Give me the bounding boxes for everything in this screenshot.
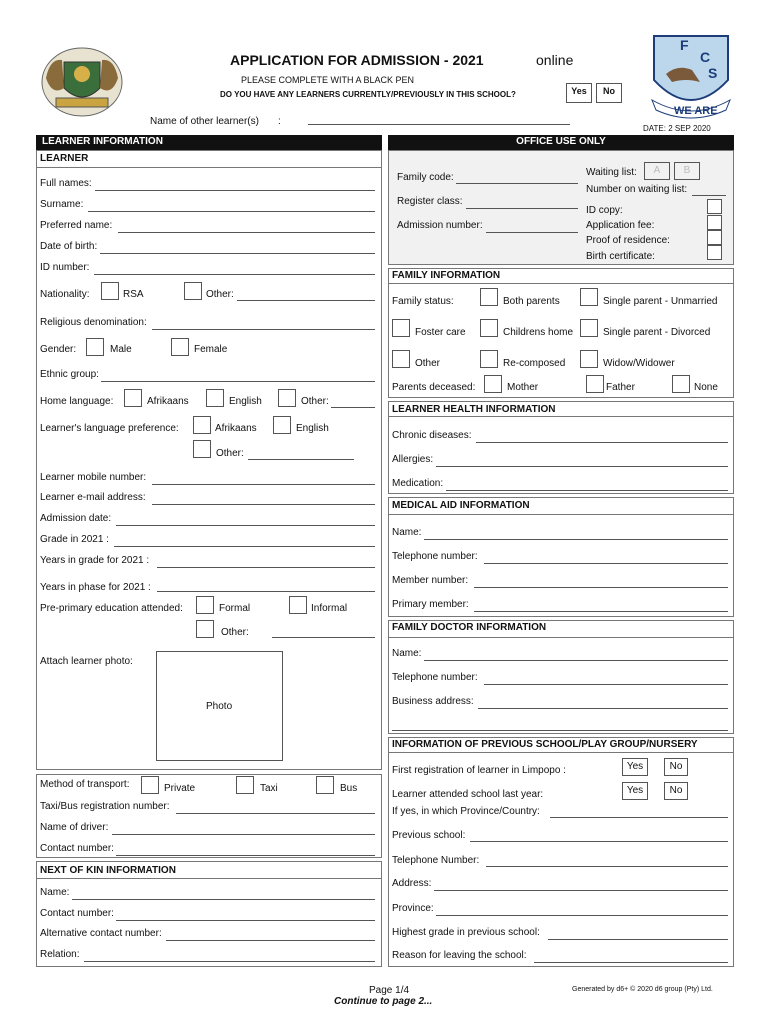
pp-other-label: Other: xyxy=(221,627,249,638)
app-fee-label: Application fee: xyxy=(586,220,655,231)
previous-school-header: INFORMATION OF PREVIOUS SCHOOL/PLAY GROUP/NURSERY xyxy=(392,739,698,750)
pp-other-field[interactable] xyxy=(272,637,375,638)
prev-province-label: Province: xyxy=(392,903,434,914)
driver-label: Name of driver: xyxy=(40,822,109,833)
recomposed-label: Re-composed xyxy=(503,358,566,369)
transport-label: Method of transport: xyxy=(40,779,130,790)
crest-letter-f: F xyxy=(680,37,689,53)
attended-label: Learner attended school last year: xyxy=(392,789,544,800)
prev-school-label: Previous school: xyxy=(392,830,466,841)
kin-contact-field[interactable] xyxy=(116,920,375,921)
informal-checkbox[interactable] xyxy=(289,596,307,614)
mother-label: Mother xyxy=(507,382,539,393)
kin-alt-contact-field[interactable] xyxy=(166,940,375,941)
childrens-home-checkbox[interactable] xyxy=(480,319,498,337)
childrens-home-label: Childrens home xyxy=(503,327,574,338)
mobile-label: Learner mobile number: xyxy=(40,472,147,483)
first-reg-label: First registration of learner in Limpopo : xyxy=(392,765,566,776)
grade-label: Grade in 2021 : xyxy=(40,534,109,545)
crest-motto: WE ARE xyxy=(674,105,718,117)
ethnic-label: Ethnic group: xyxy=(40,369,99,380)
learner-subheader-bg xyxy=(37,151,381,168)
attended-yes-box[interactable]: Yes xyxy=(622,782,648,800)
pref-english-checkbox[interactable] xyxy=(273,416,291,434)
highest-grade-label: Highest grade in previous school: xyxy=(392,927,540,938)
health-header: LEARNER HEALTH INFORMATION xyxy=(392,404,556,415)
religious-label: Religious denomination: xyxy=(40,317,147,328)
reason-field[interactable] xyxy=(534,962,728,963)
gender-label: Gender: xyxy=(40,344,77,355)
informal-label: Informal xyxy=(311,603,348,614)
both-parents-label: Both parents xyxy=(503,296,560,307)
years-phase-field[interactable] xyxy=(157,591,375,592)
formal-label: Formal xyxy=(219,603,251,614)
business-address-field-2[interactable] xyxy=(392,730,728,731)
province-country-field[interactable] xyxy=(550,817,728,818)
other-learners-label: Name of other learner(s) xyxy=(150,116,259,127)
single-divorced-label: Single parent - Divorced xyxy=(603,327,711,338)
form-title: APPLICATION FOR ADMISSION - 2021 xyxy=(230,52,484,68)
transport-contact-label: Contact number: xyxy=(40,843,114,854)
pref-other-field[interactable] xyxy=(248,459,354,460)
both-parents-checkbox[interactable] xyxy=(480,288,498,306)
prev-address-field[interactable] xyxy=(434,890,728,891)
kin-name-field[interactable] xyxy=(72,899,375,900)
generated-by: Generated by d6+ © 2020 d6 group (Pty) Ltd. xyxy=(572,986,713,993)
number-waiting-label: Number on waiting list: xyxy=(586,184,688,195)
home-english-label: English xyxy=(229,396,262,407)
none-checkbox[interactable] xyxy=(672,375,690,393)
reg-number-label: Taxi/Bus registration number: xyxy=(40,801,170,812)
prev-province-field[interactable] xyxy=(436,915,728,916)
attended-no-box[interactable]: No xyxy=(664,782,688,800)
full-names-label: Full names: xyxy=(40,178,92,189)
prev-telephone-label: Telephone Number: xyxy=(392,855,480,866)
mother-checkbox[interactable] xyxy=(484,375,502,393)
primary-member-field[interactable] xyxy=(474,611,728,612)
mobile-field[interactable] xyxy=(152,484,375,485)
register-class-field[interactable] xyxy=(466,208,578,209)
proof-res-label: Proof of residence: xyxy=(586,235,670,246)
family-header: FAMILY INFORMATION xyxy=(392,270,501,281)
full-names-field[interactable] xyxy=(95,190,375,191)
preferred-name-field[interactable] xyxy=(118,232,375,233)
rsa-checkbox[interactable] xyxy=(101,282,119,300)
doctor-name-field[interactable] xyxy=(424,660,728,661)
next-of-kin-header: NEXT OF KIN INFORMATION xyxy=(40,865,176,876)
foster-care-checkbox[interactable] xyxy=(392,319,410,337)
email-label: Learner e-mail address: xyxy=(40,492,146,503)
doctor-telephone-field[interactable] xyxy=(484,684,728,685)
kin-relation-label: Relation: xyxy=(40,949,80,960)
pref-english-label: English xyxy=(296,423,329,434)
pref-afrikaans-label: Afrikaans xyxy=(215,423,257,434)
nationality-other-field[interactable] xyxy=(237,300,375,301)
family-code-label: Family code: xyxy=(397,172,454,183)
highest-grade-field[interactable] xyxy=(548,939,728,940)
prev-telephone-field[interactable] xyxy=(486,866,728,867)
date-label: DATE: 2 SEP 2020 xyxy=(643,124,711,133)
nationality-other-checkbox[interactable] xyxy=(184,282,202,300)
learners-question: DO YOU HAVE ANY LEARNERS CURRENTLY/PREVIOUSLY IN THIS SCHOOL? xyxy=(220,90,516,99)
female-label: Female xyxy=(194,344,228,355)
recomposed-checkbox[interactable] xyxy=(480,350,498,368)
learner-info-bar: LEARNER INFORMATION xyxy=(36,135,382,150)
office-use-bar: OFFICE USE ONLY xyxy=(388,135,734,150)
admission-date-field[interactable] xyxy=(116,525,375,526)
photo-label: Attach learner photo: xyxy=(40,656,133,667)
surname-label: Surname: xyxy=(40,199,84,210)
medical-aid-header: MEDICAL AID INFORMATION xyxy=(392,500,530,511)
religious-field[interactable] xyxy=(152,329,375,330)
reg-number-field[interactable] xyxy=(176,813,375,814)
bus-label: Bus xyxy=(340,783,358,794)
surname-field[interactable] xyxy=(88,211,375,212)
home-language-label: Home language: xyxy=(40,396,114,407)
ethnic-field[interactable] xyxy=(101,381,375,382)
page-number: Page 1/4 xyxy=(369,985,410,996)
widow-checkbox[interactable] xyxy=(580,350,598,368)
pp-other-checkbox[interactable] xyxy=(196,620,214,638)
dob-label: Date of birth: xyxy=(40,241,98,252)
birth-cert-checkbox[interactable] xyxy=(707,245,722,260)
dob-field[interactable] xyxy=(100,253,375,254)
admission-number-label: Admission number: xyxy=(397,220,483,231)
father-checkbox[interactable] xyxy=(586,375,604,393)
photo-placeholder: Photo xyxy=(206,701,233,712)
crest-letter-s: S xyxy=(708,65,718,81)
app-fee-checkbox[interactable] xyxy=(707,215,722,230)
admission-date-label: Admission date: xyxy=(40,513,112,524)
id-number-label: ID number: xyxy=(40,262,90,273)
medical-aid-name-field[interactable] xyxy=(424,539,728,540)
pre-primary-label: Pre-primary education attended: xyxy=(40,603,183,614)
medication-field[interactable] xyxy=(446,490,728,491)
kin-name-label: Name: xyxy=(40,887,70,898)
family-status-label: Family status: xyxy=(392,296,454,307)
id-copy-checkbox[interactable] xyxy=(707,199,722,214)
id-copy-label: ID copy: xyxy=(586,205,623,216)
widow-label: Widow/Widower xyxy=(603,358,675,369)
first-reg-yes-box[interactable]: Yes xyxy=(622,758,648,776)
father-label: Father xyxy=(606,382,635,393)
none-label: None xyxy=(694,382,718,393)
private-label: Private xyxy=(164,783,196,794)
years-grade-field[interactable] xyxy=(157,567,375,568)
coat-of-arms-logo xyxy=(36,38,128,120)
chronic-field[interactable] xyxy=(476,442,728,443)
home-english-checkbox[interactable] xyxy=(206,389,224,407)
rsa-label: RSA xyxy=(123,289,144,300)
kin-alt-contact-label: Alternative contact number: xyxy=(40,928,162,939)
nationality-other-label: Other: xyxy=(206,289,234,300)
prev-address-label: Address: xyxy=(392,878,432,889)
member-number-field[interactable] xyxy=(474,587,728,588)
foster-care-label: Foster care xyxy=(415,327,466,338)
crest-letter-c: C xyxy=(700,49,711,65)
header-no-box[interactable]: No xyxy=(596,83,622,103)
family-other-label: Other xyxy=(415,358,441,369)
province-country-label: If yes, in which Province/Country: xyxy=(392,806,540,817)
transport-contact-field[interactable] xyxy=(116,855,375,856)
parents-deceased-label: Parents deceased: xyxy=(392,382,476,393)
header-yes-box[interactable]: Yes xyxy=(566,83,592,103)
home-afrikaans-label: Afrikaans xyxy=(147,396,189,407)
chronic-label: Chronic diseases: xyxy=(392,430,472,441)
business-address-field[interactable] xyxy=(478,708,728,709)
reason-label: Reason for leaving the school: xyxy=(392,950,527,961)
lang-pref-label: Learner's language preference: xyxy=(40,423,179,434)
business-address-label: Business address: xyxy=(392,696,474,707)
kin-relation-field[interactable] xyxy=(84,961,375,962)
medication-label: Medication: xyxy=(392,478,444,489)
number-waiting-field[interactable] xyxy=(692,195,726,196)
waiting-list-a-box[interactable]: A xyxy=(644,162,670,180)
years-grade-label: Years in grade for 2021 : xyxy=(40,555,150,566)
taxi-label: Taxi xyxy=(260,783,278,794)
doctor-name-label: Name: xyxy=(392,648,422,659)
single-unmarried-checkbox[interactable] xyxy=(580,288,598,306)
medical-aid-name-label: Name: xyxy=(392,527,422,538)
first-reg-no-box[interactable]: No xyxy=(664,758,688,776)
home-other-checkbox[interactable] xyxy=(278,389,296,407)
bus-checkbox[interactable] xyxy=(316,776,334,794)
female-checkbox[interactable] xyxy=(171,338,189,356)
nationality-label: Nationality: xyxy=(40,289,90,300)
birth-cert-label: Birth certificate: xyxy=(586,251,655,262)
medical-aid-telephone-label: Telephone number: xyxy=(392,551,478,562)
prev-school-field[interactable] xyxy=(470,841,728,842)
male-checkbox[interactable] xyxy=(86,338,104,356)
register-class-label: Register class: xyxy=(397,196,463,207)
pref-afrikaans-checkbox[interactable] xyxy=(193,416,211,434)
male-label: Male xyxy=(110,344,132,355)
other-learners-colon: : xyxy=(278,116,281,127)
online-label: online xyxy=(536,52,574,68)
doctor-header: FAMILY DOCTOR INFORMATION xyxy=(392,622,547,633)
taxi-checkbox[interactable] xyxy=(236,776,254,794)
private-checkbox[interactable] xyxy=(141,776,159,794)
preferred-name-label: Preferred name: xyxy=(40,220,113,231)
email-field[interactable] xyxy=(152,504,375,505)
home-other-field[interactable] xyxy=(331,407,375,408)
driver-field[interactable] xyxy=(112,834,375,835)
years-phase-label: Years in phase for 2021 : xyxy=(40,582,151,593)
proof-res-checkbox[interactable] xyxy=(707,230,722,245)
single-unmarried-label: Single parent - Unmarried xyxy=(603,296,718,307)
doctor-telephone-label: Telephone number: xyxy=(392,672,478,683)
formal-checkbox[interactable] xyxy=(196,596,214,614)
family-code-field[interactable] xyxy=(456,183,578,184)
admission-number-field[interactable] xyxy=(486,232,578,233)
continue-text: Continue to page 2... xyxy=(334,996,433,1007)
member-number-label: Member number: xyxy=(392,575,469,586)
medical-aid-telephone-field[interactable] xyxy=(484,563,728,564)
school-crest-logo xyxy=(648,30,734,122)
waiting-list-b-box[interactable]: B xyxy=(674,162,700,180)
waiting-list-label: Waiting list: xyxy=(586,167,637,178)
pref-other-label: Other: xyxy=(216,448,244,459)
home-other-label: Other: xyxy=(301,396,329,407)
id-number-field[interactable] xyxy=(94,274,375,275)
family-other-checkbox[interactable] xyxy=(392,350,410,368)
learner-subheader: LEARNER xyxy=(40,153,89,164)
other-learners-field[interactable] xyxy=(308,124,570,125)
grade-field[interactable] xyxy=(114,546,375,547)
instruction-text: PLEASE COMPLETE WITH A BLACK PEN xyxy=(241,75,415,85)
kin-contact-label: Contact number: xyxy=(40,908,114,919)
primary-member-label: Primary member: xyxy=(392,599,469,610)
allergies-label: Allergies: xyxy=(392,454,434,465)
home-afrikaans-checkbox[interactable] xyxy=(124,389,142,407)
pref-other-checkbox[interactable] xyxy=(193,440,211,458)
allergies-field[interactable] xyxy=(436,466,728,467)
single-divorced-checkbox[interactable] xyxy=(580,319,598,337)
